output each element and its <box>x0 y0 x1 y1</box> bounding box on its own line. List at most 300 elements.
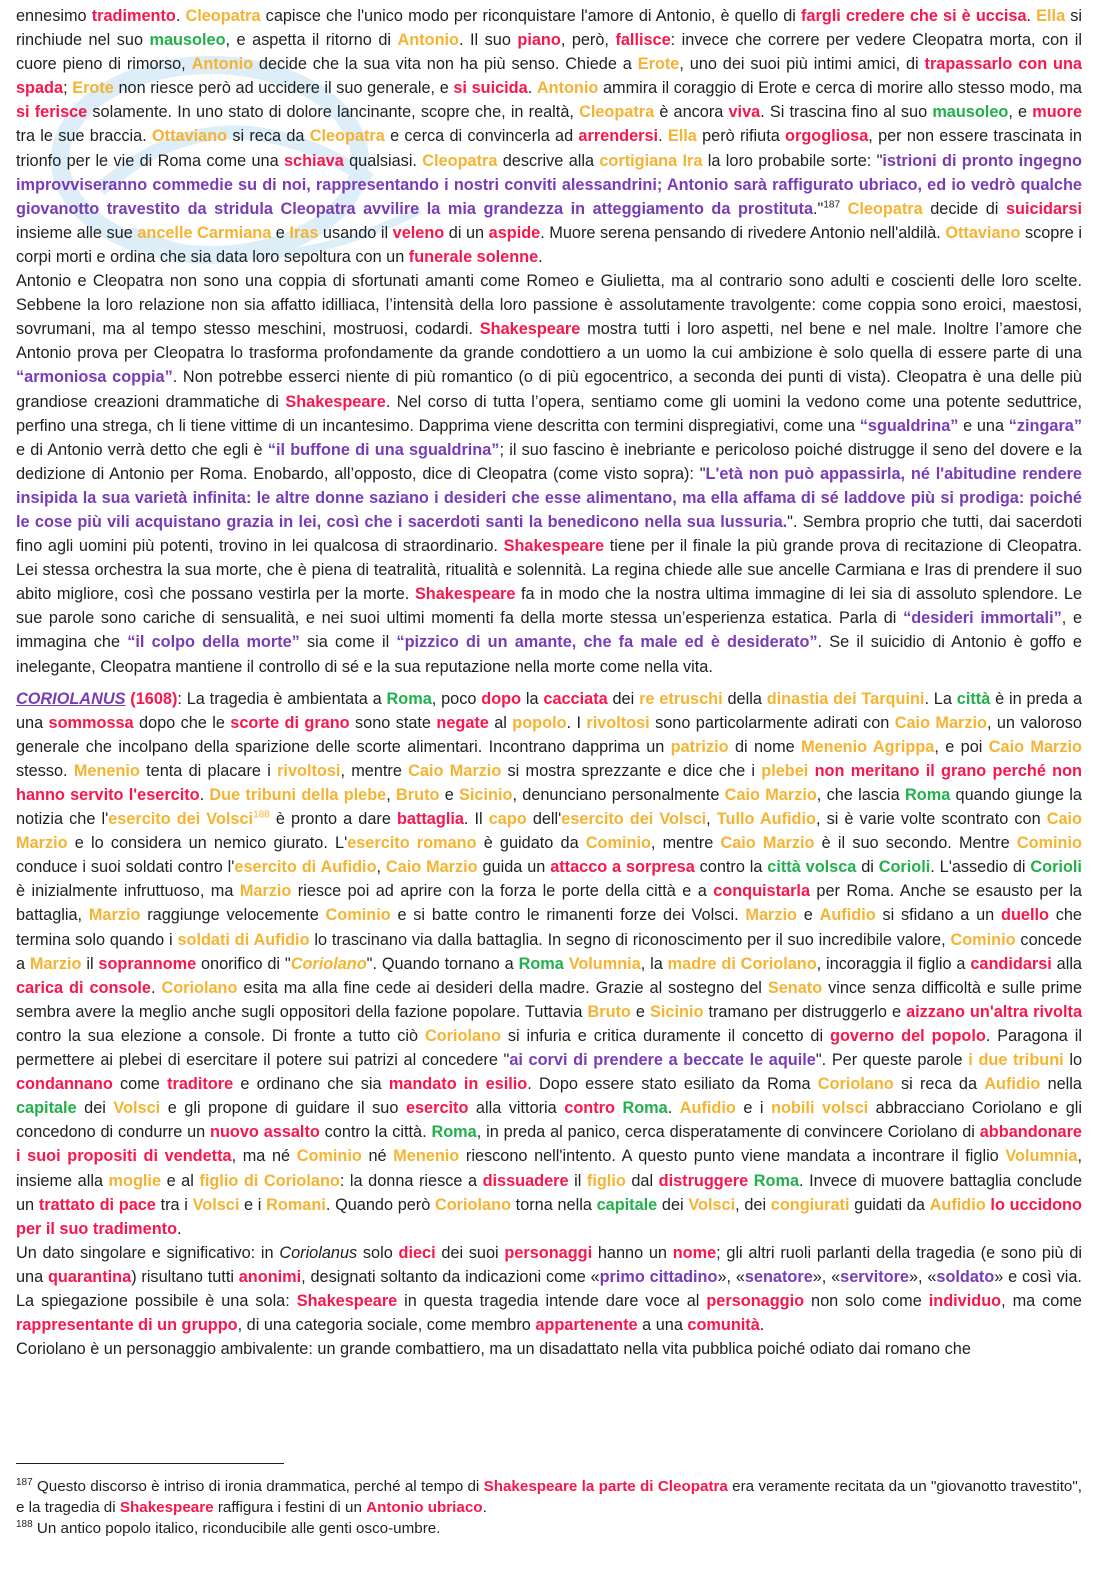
highlighted-term: senatore <box>744 1267 813 1286</box>
highlighted-term: fargli credere che si è uccisa <box>801 7 1027 25</box>
highlighted-term: nome <box>672 1243 717 1262</box>
text-run: , per non essere trascinata in trionfo per le vie di Roma come una <box>16 127 1082 170</box>
highlighted-term: abbandonare i suoi propositi di vendetta <box>16 1123 1082 1166</box>
text-run: e <box>439 786 460 804</box>
highlighted-term: Ottaviano <box>152 127 228 146</box>
highlighted-term: personaggi <box>504 1243 593 1262</box>
highlighted-term: cortigiana Ira <box>599 151 703 170</box>
highlighted-term: si suicida <box>453 79 528 98</box>
text-run: contro la città. <box>319 1123 432 1142</box>
highlighted-term: governo del popolo <box>830 1026 986 1045</box>
text-run: si reca da <box>227 127 310 146</box>
highlighted-term: Aufidio <box>929 1195 986 1214</box>
text-run: . <box>538 247 543 266</box>
text-run: , poco <box>431 689 482 708</box>
text-run: . <box>527 79 537 98</box>
text-run: al <box>488 713 513 732</box>
highlighted-term: Roma <box>622 1099 668 1118</box>
text-run: e lo considera un nemico giurato. L' <box>67 834 348 853</box>
text-run: , mentre <box>340 761 409 780</box>
text-run: dopo che le <box>133 713 231 732</box>
text-run: . <box>667 1099 680 1118</box>
text-run: e si batte contro le rimanenti forze dei Volsci. <box>390 906 746 925</box>
text-run: . Il suo <box>459 31 518 50</box>
highlighted-term: Ella <box>1036 7 1066 25</box>
highlighted-term: non meritano il grano perché non hanno servito l'esercito <box>16 761 1082 804</box>
highlighted-term: Ella <box>667 127 697 146</box>
text-run: . Si trascina fino al suo <box>760 103 933 122</box>
text-run: alla <box>1051 954 1082 973</box>
highlighted-term: mandato in esilio <box>388 1075 528 1094</box>
text-run: ; gli altri ruoli parlanti della tragedia (e sono più di una <box>16 1243 1082 1286</box>
highlighted-term: arrendersi <box>578 127 659 146</box>
highlighted-term: Roma <box>386 689 432 708</box>
text-run: ammira il coraggio di Erote e cerca di morire allo stesso modo, ma <box>598 79 1082 98</box>
text-run: hanno un <box>592 1243 673 1262</box>
text-run: è il suo secondo. Mentre <box>814 834 1017 853</box>
text-run: . I <box>566 713 587 732</box>
highlighted-term: capo <box>488 810 527 829</box>
highlighted-term: “il colpo della morte” <box>127 633 300 652</box>
text-run: è inizialmente infruttuoso, ma <box>16 882 240 901</box>
highlighted-term: madre di Coriolano <box>667 954 817 973</box>
highlighted-term: Antonio <box>397 31 459 50</box>
paragraph <box>16 269 1082 679</box>
text-run: . <box>175 7 186 25</box>
highlighted-term: “zingara” <box>1008 416 1083 435</box>
text-run: ". Per queste parole <box>815 1051 969 1070</box>
highlighted-term: tradimento <box>91 7 176 25</box>
text-run: . <box>150 978 162 997</box>
text-run: , di una categoria sociale, come membro <box>237 1316 536 1335</box>
highlighted-term: Coriolanus <box>279 1243 358 1262</box>
highlighted-term: Shakespeare <box>483 1478 578 1495</box>
highlighted-term: Volumnia <box>1005 1147 1078 1166</box>
text-run: contro la sua elezione a console. Di fronte a tutto ciò <box>16 1026 425 1045</box>
highlighted-term: Romani <box>266 1195 326 1214</box>
text-run: dei <box>657 1195 689 1214</box>
highlighted-term: ai corvi di prendere a beccate le aquile <box>509 1051 816 1070</box>
highlighted-term: Antonio ubriaco <box>366 1499 483 1516</box>
highlighted-term: anonimi <box>238 1267 302 1286</box>
text-run: lo <box>1063 1051 1083 1070</box>
footnote <box>16 1518 1082 1539</box>
text-run: . Paragona il permettere ai plebei di esercitare il potere sui patrizi al concedere " <box>16 1026 1082 1070</box>
highlighted-term: soldati di Aufidio <box>177 930 310 949</box>
text-run: in questa tragedia intende dare voce al <box>397 1291 707 1310</box>
text-run: è ancora <box>654 103 729 122</box>
text-run: ) risultano tutti <box>131 1267 239 1286</box>
highlighted-term: Menenio <box>73 761 140 780</box>
text-run: però rifiuta <box>696 127 786 146</box>
highlighted-term: Antonio <box>191 55 254 74</box>
text-run: e i <box>735 1099 772 1118</box>
text-run: , e poi <box>934 737 989 756</box>
text-run: tramano per distruggerlo e <box>703 1002 907 1021</box>
highlighted-term: trattato di pace <box>38 1195 156 1214</box>
highlighted-term: Sicinio <box>459 786 513 804</box>
text-run: e una <box>958 416 1009 435</box>
highlighted-term: “armoniosa coppia” <box>16 368 173 387</box>
text-run: ." <box>813 199 824 218</box>
text-run: si reca da <box>893 1075 985 1094</box>
text-run: non solo come <box>804 1291 929 1310</box>
paragraph <box>16 1337 1082 1361</box>
highlighted-term: rivoltosi <box>586 713 650 732</box>
highlighted-term: Shakespeare <box>479 320 581 339</box>
text-run: . <box>759 1316 765 1335</box>
highlighted-term: soldato <box>936 1267 995 1286</box>
text-run <box>840 200 848 218</box>
highlighted-term: Coriolano <box>161 978 238 997</box>
text-run: : La tragedia è ambientata a <box>177 689 387 708</box>
text-run: e <box>796 906 820 925</box>
highlighted-term: Coriolano <box>434 1195 511 1214</box>
highlighted-term: CORIOLANUS <box>16 689 126 708</box>
highlighted-term: quarantina <box>47 1267 132 1286</box>
text-run: e <box>271 223 290 242</box>
highlighted-term: dopo <box>481 689 522 708</box>
highlighted-term: piano <box>517 31 561 50</box>
highlighted-term: Caio Marzio <box>724 786 817 804</box>
highlighted-term: Marzio <box>745 906 797 925</box>
highlighted-term: comunità <box>687 1316 760 1335</box>
text-run: , dei <box>735 1195 771 1214</box>
text-run: , <box>376 858 386 877</box>
highlighted-term: Cleopatra <box>185 7 261 25</box>
text-run: qualsiasi. <box>343 151 423 170</box>
highlighted-term: Cleopatra <box>847 199 923 218</box>
text-run: , e <box>1008 103 1033 122</box>
highlighted-term: “sgualdrina” <box>859 416 959 435</box>
text-run: la <box>521 689 544 708</box>
text-run: dal <box>625 1171 659 1190</box>
text-run: , e immagina che <box>16 609 1083 652</box>
highlighted-term: Cleopatra <box>422 151 498 170</box>
paragraph <box>16 1241 1082 1337</box>
highlighted-term: patrizio <box>670 737 729 756</box>
highlighted-term: distruggere <box>658 1171 749 1190</box>
highlighted-term: dissuadere <box>482 1171 569 1190</box>
highlighted-term: dieci <box>398 1243 436 1262</box>
highlighted-term: esercito <box>405 1099 469 1118</box>
text-run: ". Sembra proprio che tutti, dai sacerdoti fino agli uomini più potenti, trovino in lei qualcosa di straordinario. <box>16 512 1082 556</box>
text-run: dei suoi <box>435 1243 505 1262</box>
highlighted-term: Aufidio <box>984 1075 1041 1094</box>
text-run: raggiunge velocemente <box>140 906 326 925</box>
highlighted-term: Cominio <box>325 906 391 925</box>
highlighted-term: Aufidio <box>679 1099 736 1118</box>
highlighted-term: “il buffone di una sgualdrina” <box>267 440 500 459</box>
text-run: a una <box>637 1316 688 1335</box>
footnote-ref: 187 <box>16 1476 33 1488</box>
text-run: e ordinano che sia <box>233 1075 389 1094</box>
highlighted-term: Shakespeare <box>296 1291 398 1310</box>
text-run: torna nella <box>510 1195 597 1214</box>
highlighted-term: esercito dei Volsci <box>108 810 254 829</box>
highlighted-term: Roma <box>753 1171 800 1190</box>
text-run: abbracciano Coriolano e gli concedono di condurre un <box>16 1099 1082 1142</box>
text-run: il <box>568 1171 587 1190</box>
text-run: si rinchiude nel suo <box>16 7 1082 50</box>
highlighted-term: L'età non può appassirla, né l'abitudine rendere insipida la sua varietà infinita: le altre donne saziano i desideri che esse alimentano, ma ella affama di sé laddove più si prodiga: poiché le cose più vili acquistano grazia in lei, così che i sacerdoti santi la benedicono nella sua lussuria. <box>16 464 1082 531</box>
text-run: . Se il suicidio di Antonio è goffo e inelegante, Cleopatra mantiene il controllo di sé e la sua reputazione nella morte come nella vita. <box>16 633 1082 676</box>
text-run: : invece che correre per vedere Cleopatra morta, con il cuore pieno di rimorso, <box>16 31 1082 74</box>
highlighted-term: Menenio <box>393 1147 460 1166</box>
text-run: e <box>630 1002 651 1021</box>
text-run: è guidato da <box>476 834 586 853</box>
text-run: è pronto a dare <box>269 810 397 829</box>
highlighted-term: nuovo assalto <box>210 1123 320 1142</box>
highlighted-term: Coriolano <box>817 1075 894 1094</box>
highlighted-term: Roma <box>518 954 564 973</box>
highlighted-term: capitale <box>596 1195 658 1214</box>
highlighted-term: veleno <box>392 223 445 242</box>
highlighted-term: Volsci <box>192 1195 240 1214</box>
highlighted-term: Shakespeare <box>414 585 516 604</box>
text-run: . Quando però <box>325 1195 435 1214</box>
text-run: sono particolarmente adirati con <box>649 713 895 732</box>
text-run: onorifico di " <box>196 954 291 973</box>
highlighted-term: suicidarsi <box>1005 199 1082 218</box>
highlighted-term: Cominio <box>1016 834 1082 853</box>
highlighted-term: primo cittadino <box>599 1267 718 1286</box>
footnotes <box>16 1463 1082 1539</box>
text-run: insieme alle sue <box>16 223 138 242</box>
text-run: . L'assedio di <box>930 858 1031 877</box>
text-run: , <box>706 810 717 829</box>
highlighted-term: popolo <box>512 713 567 732</box>
highlighted-term: aizzano un'altra rivolta <box>906 1002 1082 1021</box>
highlighted-term: Tullo Aufidio <box>716 810 816 829</box>
highlighted-term: la parte di Cleopatra <box>581 1478 728 1495</box>
highlighted-term: dinastia dei Tarquini <box>766 689 925 708</box>
text-run: mostra tutti i loro aspetti, nel bene e nel male. Inoltre l’amore che Antonio prova per Cleopatra lo trasforma profondamente da grande condottiero a un uomo la cui ambizione è solo quella di essere parte di una <box>16 320 1082 363</box>
highlighted-term: Volsci <box>688 1195 736 1214</box>
highlighted-term: funerale solenne <box>408 247 539 266</box>
text-run: , in preda al panico, cerca disperatamente di convincere Coriolano di <box>476 1123 980 1142</box>
highlighted-term: i due tribuni <box>968 1051 1064 1070</box>
highlighted-term: Caio Marzio <box>385 858 478 877</box>
text-run: , mentre <box>650 834 721 853</box>
text-run: né <box>361 1147 394 1166</box>
text-run: , che lascia <box>816 786 906 804</box>
text-run: si sfidano a un <box>875 906 1002 925</box>
text-run: quando giunge la notizia che l' <box>16 786 1082 829</box>
text-run: dei <box>607 689 640 708</box>
highlighted-term: Ottaviano <box>945 223 1021 242</box>
highlighted-term: Shakespeare <box>119 1499 214 1516</box>
text-run: usando il <box>318 223 393 242</box>
highlighted-term: rappresentante di un gruppo <box>16 1316 238 1335</box>
text-run: . <box>177 1219 182 1238</box>
text-run: sia come il <box>299 633 397 652</box>
highlighted-term: rivoltosi <box>277 761 341 780</box>
text-run: di <box>856 858 879 877</box>
text-run: nella <box>1040 1075 1082 1094</box>
text-run: era veramente recitata da un "giovanotto travestito", e la tragedia di <box>16 1478 1082 1516</box>
highlighted-term: muore <box>1032 103 1082 122</box>
highlighted-term: Erote <box>637 55 680 74</box>
highlighted-term: Caio Marzio <box>408 761 502 780</box>
text-run: lo trascinano via dalla battaglia. In segno di riconoscimento per il suo incredibile valore, <box>309 930 951 949</box>
text-run: si infuria e critica duramente il concetto di <box>500 1026 831 1045</box>
text-run: decide di <box>922 199 1006 218</box>
paragraph <box>16 687 1082 1241</box>
highlighted-term: Caio Marzio <box>16 810 1082 853</box>
text-run: raffigura i festini di un <box>213 1499 367 1516</box>
text-run: e di Antonio verrà detto che egli è <box>16 440 268 459</box>
highlighted-term: Iras <box>289 223 319 242</box>
text-run: , insieme alla <box>16 1147 1082 1190</box>
highlighted-term: “pizzico di un amante, che fa male ed è desiderato” <box>396 633 818 652</box>
highlighted-term: Menenio Agrippa <box>801 737 935 756</box>
highlighted-term: esercito di Aufidio <box>234 858 377 877</box>
text-run: . <box>658 127 668 146</box>
highlighted-term: Cleopatra <box>309 127 385 146</box>
text-run: dei <box>76 1099 114 1118</box>
highlighted-term: scorte di grano <box>230 713 350 732</box>
text-run: contro la <box>694 858 768 877</box>
highlighted-term: appartenente <box>535 1316 638 1335</box>
text-run: . <box>1026 7 1037 25</box>
highlighted-term: Cominio <box>296 1147 362 1166</box>
highlighted-term: duello <box>1001 906 1049 925</box>
text-run: . Muore serena pensando di rivedere Antonio nell'aldilà. <box>540 223 946 242</box>
highlighted-term: orgogliosa <box>785 127 869 146</box>
text-run: . <box>482 1499 487 1516</box>
text-run: esita ma alla fine cede ai desideri della madre. Grazie al sostegno del <box>237 978 768 997</box>
highlighted-term: condannano <box>16 1075 113 1094</box>
highlighted-term: cacciata <box>543 689 608 708</box>
highlighted-term: contro <box>564 1099 615 1118</box>
highlighted-term: congiurati <box>770 1195 850 1214</box>
text-run: e al <box>161 1171 200 1190</box>
text-run: ; il suo fascino è inebriante e pericoloso poiché distrugge il seno del dovere e la dedizione di Antonio per Roma. Enobardo, all’opposto, dice di Cleopatra (come visto sopra): " <box>16 440 1082 483</box>
text-run: ; <box>63 79 73 98</box>
highlighted-term: Bruto <box>396 786 440 804</box>
text-run: e cerca di convincerla ad <box>384 127 579 146</box>
highlighted-term: istrioni di pronto ingegno improvviseranno commedie su di noi, rappresentando i nostri conviti alessandrini; Antonio sarà raffigurato ubriaco, ed io vedrò qualche giovanotto travestito da stridula Cleopatra avvilire la mia grandezza in atteggiamento da prostituta <box>16 151 1082 218</box>
highlighted-term: nobili volsci <box>771 1099 869 1118</box>
highlighted-term: Marzio <box>239 882 292 901</box>
highlighted-term: Erote <box>72 79 114 98</box>
highlighted-term: Roma <box>431 1123 477 1142</box>
text-run: si mostra sprezzante e dice che i <box>501 761 762 780</box>
highlighted-term: esercito dei Volsci <box>561 810 707 829</box>
text-run: . La <box>924 689 957 708</box>
text-run: descrive alla <box>497 151 600 170</box>
text-run: riesce poi ad aprire con la forza le porte della città e a <box>291 882 714 901</box>
text-run: vince senza difficoltà e sulle prime sembra avere la meglio anche sugli oppositori della fazione popolare. Tuttavia <box>16 978 1082 1021</box>
text-run: . Nel corso di tutta l’opera, sentiamo come gli uomini la vedono come una potente seduttrice, perfino una strega, ch li tiene vittime di un incantesimo. Dapprima viene descritta con termini dispregiativi, come una <box>16 392 1082 435</box>
text-run: Un antico popolo italico, riconducibile alle genti osco-umbre. <box>32 1520 441 1537</box>
text-run: : la donna riesce a <box>339 1171 483 1190</box>
text-run: tra le sue braccia. <box>16 127 152 146</box>
text-run: , ma né <box>231 1147 297 1166</box>
text-run: guida un <box>477 858 551 877</box>
text-run: , ma come <box>1001 1291 1082 1310</box>
text-run: di un <box>444 223 489 242</box>
highlighted-term: figlio di Coriolano <box>199 1171 340 1190</box>
text-run: , <box>386 786 397 804</box>
highlighted-term: Marzio <box>29 954 82 973</box>
highlighted-term: schiava <box>284 151 344 170</box>
highlighted-term: attacco a sorpresa <box>550 858 695 877</box>
footnote-ref: 188 <box>16 1518 33 1530</box>
highlighted-term: Volumnia <box>568 954 641 973</box>
text-run: , denunciano personalmente <box>512 786 725 804</box>
text-run: decide che la sua vita non ha più senso. Chiede a <box>253 55 638 74</box>
highlighted-term: Marzio <box>88 906 141 925</box>
text-run: scopre i corpi morti e ordina che sia data loro sepoltura con un <box>16 223 1082 266</box>
text-run: della <box>722 689 767 708</box>
text-run: come <box>112 1075 168 1094</box>
highlighted-term: città volsca <box>767 858 857 877</box>
highlighted-term: aspide <box>488 223 541 242</box>
text-run: per Roma. Anche se esausto per la battaglia, <box>16 882 1082 925</box>
text-run: Un dato singolare e significativo: in <box>16 1243 280 1262</box>
text-run: ennesimo <box>16 7 92 25</box>
text-run: , si è varie volte scontrato con <box>815 810 1047 829</box>
highlighted-term: candidarsi <box>970 954 1052 973</box>
highlighted-term: Coriolano <box>424 1026 501 1045</box>
highlighted-term: Bruto <box>587 1002 631 1021</box>
highlighted-term: viva <box>728 103 761 122</box>
text-run: la loro probabile sorte: " <box>702 151 883 170</box>
text-run: e i <box>239 1195 267 1214</box>
text-run: . Il <box>463 810 489 829</box>
highlighted-term: Roma <box>905 786 951 804</box>
text-run: , uno dei suoi più intimi amici, di <box>679 55 925 74</box>
highlighted-term: personaggio <box>706 1291 805 1310</box>
highlighted-term: figlio <box>586 1171 626 1190</box>
highlighted-term: carica di console <box>16 978 151 997</box>
footnote-ref: 187 <box>823 199 841 211</box>
highlighted-term: “desideri immortali” <box>903 609 1062 628</box>
highlighted-term: Caio Marzio <box>988 737 1082 756</box>
highlighted-term: Corioli <box>1030 858 1082 877</box>
text-run: conduce i suoi soldati contro l' <box>16 858 235 877</box>
highlighted-term: Shakespeare <box>503 537 605 556</box>
highlighted-term: lo uccidono per il suo tradimento <box>16 1195 1082 1238</box>
text-run: non riesce però ad uccidere il suo generale, e <box>113 79 454 98</box>
highlighted-term: servitore <box>840 1267 909 1286</box>
text-run: tiene per il finale la più grande prova di recitazione di Cleopatra. Lei stessa orchestra la sua morte, che è piena di teatralità, ritualità e solennità. La regina chiede alle sue ancelle Carmiana e Iras di prendere il suo abito migliore, così che possano vestirla per la morte. <box>16 537 1083 604</box>
highlighted-term: Caio Marzio <box>720 834 815 853</box>
highlighted-term: fallisce <box>615 31 671 50</box>
highlighted-term: plebei <box>761 761 809 780</box>
text-run: tra i <box>155 1195 193 1214</box>
highlighted-term: capitale <box>16 1099 77 1118</box>
text-run: solo <box>357 1243 399 1262</box>
highlighted-term: re etruschi <box>639 689 723 708</box>
text-run: è in preda a una <box>16 689 1083 732</box>
paragraph <box>16 4 1082 269</box>
highlighted-term: si ferisce <box>16 103 88 122</box>
highlighted-term: Antonio <box>536 79 599 98</box>
highlighted-term: trapassarlo con una spada <box>16 55 1082 98</box>
text-run: , incoraggia il figlio a <box>816 954 971 973</box>
footnote <box>16 1476 1082 1518</box>
highlighted-term: esercito romano <box>347 834 477 853</box>
text-run: » e così via. La spiegazione possibile è una sola: <box>16 1267 1082 1310</box>
highlighted-term: Cominio <box>950 930 1016 949</box>
highlighted-term: Due tribuni della plebe <box>209 786 387 804</box>
highlighted-term: sommossa <box>48 713 134 732</box>
text-run: , un valoroso generale che incolpano della sparizione delle scorte alimentari. Incontrano dapprima un <box>16 713 1082 756</box>
text-run: che termina solo quando i <box>16 906 1082 949</box>
